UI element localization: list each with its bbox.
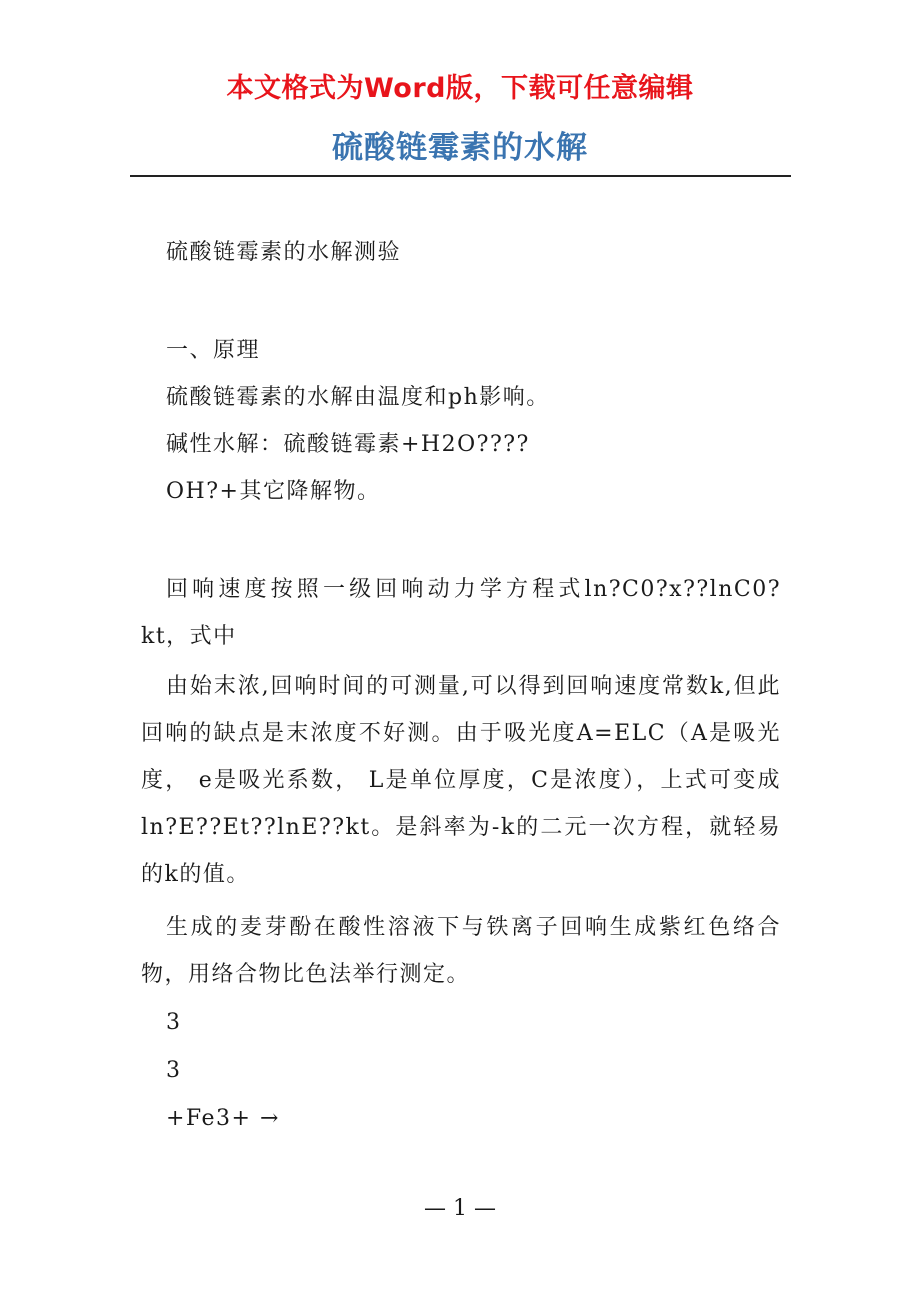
formula-line-1: 3 [166,1010,182,1035]
principle-paragraph-1: 硫酸链霉素的水解由温度和ph影响。 [166,385,550,410]
section-heading-principle: 一、原理 [166,338,261,363]
formula-line-2: 3 [166,1058,182,1083]
page-number: — 1 — [424,1196,496,1221]
header-divider [130,175,791,177]
maltol-paragraph: 生成的麦芽酚在酸性溶液下与铁离子回响生成紫红色络合物，用络合物比色法举行测定。 [141,915,781,987]
subtitle-paragraph: 硫酸链霉素的水解测验 [166,240,402,265]
document-title: 硫酸链霉素的水解 [332,130,588,166]
principle-paragraph-2: 碱性水解：硫酸链霉素+H2O???? [166,432,530,457]
absorbance-paragraph: 由始末浓,回响时间的可测量,可以得到回响速度常数k,但此回响的缺点是末浓度不好测。由于吸光度A=ELC（A是吸光度， e是吸光系数， L是单位厚度，C是浓度），上式可变成ln?E??Et??lnE??kt。是斜率为-k的二元一次方程，就轻易的k的值。 [141,674,781,887]
kinetics-paragraph: 回响速度按照一级回响动力学方程式ln?C0?x??lnC0?kt，式中 [141,577,781,649]
header-banner: 本文格式为Word版，下载可任意编辑 [226,73,694,104]
formula-line-3: +Fe3+ → [166,1106,280,1131]
principle-paragraph-3: OH?+其它降解物。 [166,479,381,504]
